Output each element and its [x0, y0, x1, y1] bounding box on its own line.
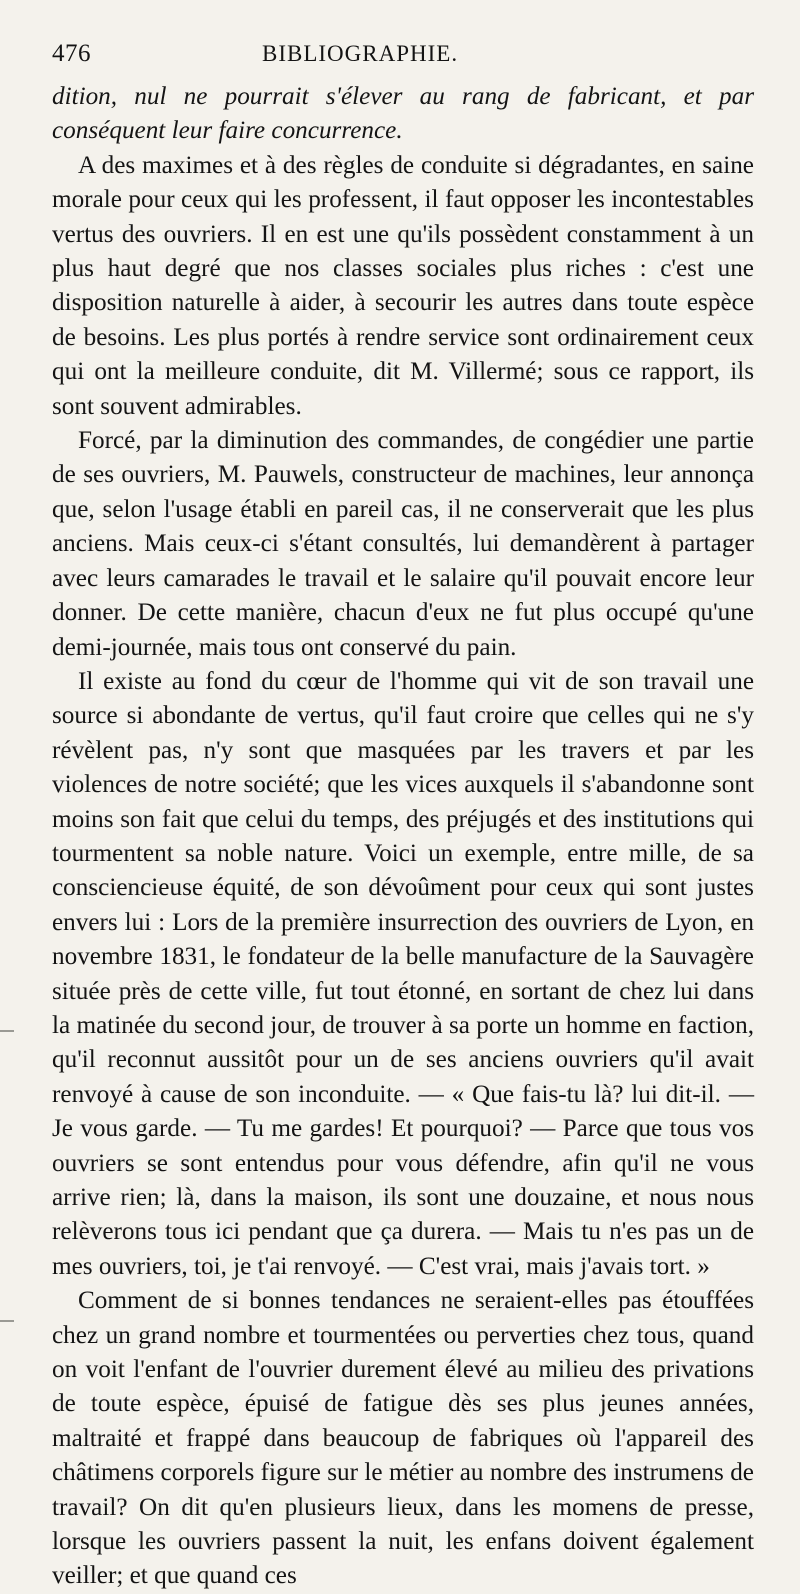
paragraph: A des maximes et à des règles de conduite si dégradantes, en saine morale pour ceux qui les professent, il faut opposer les incontestables vertus des ouvriers. Il en est une qu'ils possèdent constamment à un plus haut degré que nos classes sociales plus riches : c'est une disposition naturelle à aider, à secourir les autres dans toute espèce de besoins. Les plus portés à rendre service sont ordinairement ceux qui ont la meilleure conduite, dit M. Villermé; sous ce rapport, ils sont souvent admirables.	[52, 151, 754, 420]
paragraph: Il existe au fond du cœur de l'homme qui vit de son travail une source si abondante de vertus, qu'il faut croire que celles qui ne s'y révèlent pas, n'y sont que masquées par les travers et par les violences de notre société; que les vices auxquels il s'abandonne sont moins son fait que celui du temps, des préjugés et des institutions qui tourmentent sa noble nature. Voici un exemple, entre mille, de sa consciencieuse équité, de son dévoûment pour ceux qui sont justes envers lui : Lors de la première insurrection des ouvriers de Lyon, en novembre 1831, le fondateur de la belle manufacture de la Sauvagère située près de cette ville, fut tout étonné, en sortant de chez lui dans la matinée du second jour, de trouver à sa porte un homme en faction, qu'il reconnut aussitôt pour un de ses anciens ouvriers qu'il avait renvoyé à cause de son inconduite. — « Que fais-tu là? lui dit-il. — Je vous garde. — Tu me gardes! Et pourquoi? — Parce que tous vos ouvriers se sont entendus pour vous défendre, afin qu'il ne vous arrive rien; là, dans la maison, ils sont une douzaine, et nous nous relèverons tous ici pendant que ça durera. — Mais tu n'es pas un de mes ouvriers, toi, je t'ai renvoyé. — C'est vrai, mais j'avais tort. »	[52, 667, 754, 1280]
paragraph-continuation: dition, nul ne pourrait s'élever au rang de fabricant, et par conséquent leur faire concurrence.	[52, 83, 754, 145]
scan-edge-mark	[0, 1320, 14, 1322]
paragraph: Forcé, par la diminution des commandes, de congédier une partie de ses ouvriers, M. Pauwels, constructeur de machines, leur annonça que, selon l'usage établi en pareil cas, il ne conserverait que les plus anciens. Mais ceux-ci s'étant consultés, lui demandèrent à partager avec leurs camarades le travail et le salaire qu'il pouvait encore leur donner. De cette manière, chacun d'eux ne fut plus occupé qu'une demi-journée, mais tous ont conservé du pain.	[52, 427, 754, 661]
page-number: 476	[52, 40, 91, 67]
page-header	[52, 40, 754, 80]
running-title: BIBLIOGRAPHIE.	[262, 41, 459, 66]
scan-edge-mark	[0, 1030, 14, 1032]
body-text	[52, 80, 754, 1594]
paragraph: Comment de si bonnes tendances ne seraient-elles pas étouffées chez un grand nombre et tourmentées ou perverties chez tous, quand on voit l'enfant de l'ouvrier durement élevé au milieu des privations de toute espèce, épuisé de fatigue dès ses plus jeunes années, maltraité et frappé dans beaucoup de fabriques où l'appareil des châtimens corporels figure sur le métier au nombre des instrumens de travail? On dit qu'en plusieurs lieux, dans les momens de presse, lorsque les ouvriers passent la nuit, les enfans doivent également veiller; et que quand ces	[52, 1287, 754, 1590]
